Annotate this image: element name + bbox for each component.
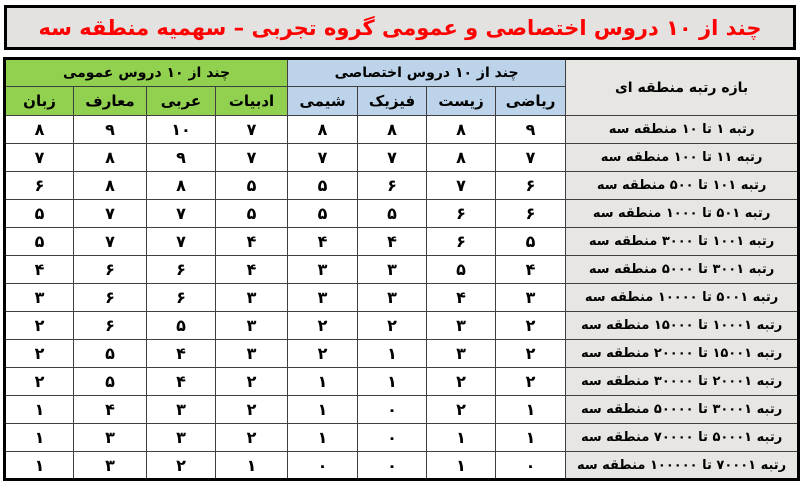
score-cell-arabic: ۶: [147, 284, 216, 312]
table-row-5: [5, 228, 799, 256]
group-header-general: چند از ۱۰ دروس عمومی: [5, 59, 288, 87]
rank-range-cell: رتبه ۱۰۱ تا ۵۰۰ منطقه سه: [566, 172, 799, 200]
score-cell-chemistry: ۲: [288, 312, 358, 340]
group-header-row: [5, 59, 799, 87]
score-cell-math: ۶: [496, 172, 566, 200]
score-cell-biology: ۲: [427, 396, 496, 424]
score-cell-chemistry: ۵: [288, 172, 358, 200]
score-cell-arabic: ۵: [147, 312, 216, 340]
score-cell-biology: ۸: [427, 116, 496, 144]
score-cell-math: ۱: [496, 396, 566, 424]
score-cell-chemistry: ۱: [288, 368, 358, 396]
score-cell-arabic: ۱۰: [147, 116, 216, 144]
score-cell-language: ۱: [5, 396, 74, 424]
score-cell-biology: ۲: [427, 368, 496, 396]
score-cell-math: ۲: [496, 312, 566, 340]
score-cell-religion: ۶: [74, 312, 147, 340]
score-cell-arabic: ۷: [147, 228, 216, 256]
title-bar: [4, 5, 796, 50]
score-cell-religion: ۳: [74, 452, 147, 480]
score-cell-biology: ۳: [427, 312, 496, 340]
score-cell-chemistry: ۴: [288, 228, 358, 256]
table-row-13: [5, 452, 799, 480]
score-cell-language: ۲: [5, 340, 74, 368]
score-cell-arabic: ۹: [147, 144, 216, 172]
score-cell-math: ۵: [496, 228, 566, 256]
table-row-6: [5, 256, 799, 284]
score-cell-chemistry: ۲: [288, 340, 358, 368]
rank-range-cell: رتبه ۳۰۰۰۱ تا ۵۰۰۰۰ منطقه سه: [566, 396, 799, 424]
rank-column-header: بازه رتبه منطقه ای: [566, 59, 799, 116]
score-cell-religion: ۷: [74, 228, 147, 256]
score-cell-literature: ۲: [216, 368, 288, 396]
rank-range-cell: رتبه ۲۰۰۰۱ تا ۳۰۰۰۰ منطقه سه: [566, 368, 799, 396]
score-cell-physics: ۸: [358, 116, 427, 144]
rank-range-cell: رتبه ۱۰۰۰۱ تا ۱۵۰۰۰ منطقه سه: [566, 312, 799, 340]
score-cell-physics: ۰: [358, 424, 427, 452]
score-cell-arabic: ۳: [147, 424, 216, 452]
table-row-1: [5, 116, 799, 144]
score-cell-physics: ۴: [358, 228, 427, 256]
table-row-7: [5, 284, 799, 312]
score-cell-religion: ۸: [74, 172, 147, 200]
score-cell-biology: ۵: [427, 256, 496, 284]
score-cell-math: ۴: [496, 256, 566, 284]
score-cell-religion: ۵: [74, 340, 147, 368]
score-cell-biology: ۱: [427, 452, 496, 480]
score-cell-physics: ۳: [358, 256, 427, 284]
score-cell-language: ۲: [5, 312, 74, 340]
score-cell-math: ۲: [496, 368, 566, 396]
score-cell-biology: ۷: [427, 172, 496, 200]
table-row-11: [5, 396, 799, 424]
score-cell-language: ۳: [5, 284, 74, 312]
rank-range-cell: رتبه ۱۱ تا ۱۰۰ منطقه سه: [566, 144, 799, 172]
score-cell-religion: ۶: [74, 256, 147, 284]
rank-range-cell: رتبه ۵۰۰۰۱ تا ۷۰۰۰۰ منطقه سه: [566, 424, 799, 452]
score-cell-physics: ۱: [358, 368, 427, 396]
score-cell-arabic: ۳: [147, 396, 216, 424]
table-row-12: [5, 424, 799, 452]
table-row-3: [5, 172, 799, 200]
score-cell-religion: ۹: [74, 116, 147, 144]
score-cell-literature: ۴: [216, 228, 288, 256]
score-cell-math: ۰: [496, 452, 566, 480]
score-cell-chemistry: ۵: [288, 200, 358, 228]
score-cell-literature: ۲: [216, 424, 288, 452]
score-cell-religion: ۴: [74, 396, 147, 424]
table-body: [5, 116, 799, 480]
score-cell-chemistry: ۱: [288, 424, 358, 452]
score-cell-literature: ۵: [216, 200, 288, 228]
score-cell-literature: ۳: [216, 340, 288, 368]
score-cell-religion: ۷: [74, 200, 147, 228]
rank-range-cell: رتبه ۱۵۰۰۱ تا ۲۰۰۰۰ منطقه سه: [566, 340, 799, 368]
score-cell-biology: ۳: [427, 340, 496, 368]
group-header-specialized: چند از ۱۰ دروس اختصاصی: [288, 59, 566, 87]
score-cell-physics: ۵: [358, 200, 427, 228]
score-cell-language: ۵: [5, 228, 74, 256]
score-cell-biology: ۶: [427, 228, 496, 256]
column-header-language: زبان: [5, 87, 74, 116]
rank-range-cell: رتبه ۵۰۱ تا ۱۰۰۰ منطقه سه: [566, 200, 799, 228]
score-cell-physics: ۶: [358, 172, 427, 200]
score-cell-language: ۶: [5, 172, 74, 200]
score-cell-physics: ۲: [358, 312, 427, 340]
score-cell-literature: ۷: [216, 116, 288, 144]
score-cell-literature: ۵: [216, 172, 288, 200]
score-cell-language: ۷: [5, 144, 74, 172]
score-cell-religion: ۶: [74, 284, 147, 312]
score-cell-chemistry: ۷: [288, 144, 358, 172]
table-row-10: [5, 368, 799, 396]
column-header-math: ریاضی: [496, 87, 566, 116]
score-cell-literature: ۱: [216, 452, 288, 480]
score-cell-arabic: ۴: [147, 368, 216, 396]
score-cell-arabic: ۶: [147, 256, 216, 284]
score-cell-chemistry: ۳: [288, 284, 358, 312]
rank-range-cell: رتبه ۱ تا ۱۰ منطقه سه: [566, 116, 799, 144]
score-cell-math: ۹: [496, 116, 566, 144]
table-row-8: [5, 312, 799, 340]
score-cell-language: ۴: [5, 256, 74, 284]
score-cell-arabic: ۸: [147, 172, 216, 200]
score-cell-literature: ۳: [216, 284, 288, 312]
score-cell-math: ۷: [496, 144, 566, 172]
column-header-arabic: عربی: [147, 87, 216, 116]
score-cell-religion: ۳: [74, 424, 147, 452]
score-cell-literature: ۳: [216, 312, 288, 340]
column-header-religion: معارف: [74, 87, 147, 116]
score-cell-physics: ۱: [358, 340, 427, 368]
table-row-2: [5, 144, 799, 172]
score-cell-math: ۳: [496, 284, 566, 312]
score-cell-physics: ۰: [358, 452, 427, 480]
score-cell-language: ۸: [5, 116, 74, 144]
score-cell-math: ۱: [496, 424, 566, 452]
score-cell-arabic: ۴: [147, 340, 216, 368]
score-cell-physics: ۳: [358, 284, 427, 312]
scores-table: [3, 57, 800, 481]
column-header-biology: زیست: [427, 87, 496, 116]
score-cell-math: ۲: [496, 340, 566, 368]
score-cell-biology: ۴: [427, 284, 496, 312]
rank-range-cell: رتبه ۷۰۰۰۱ تا ۱۰۰۰۰۰ منطقه سه: [566, 452, 799, 480]
score-cell-arabic: ۷: [147, 200, 216, 228]
score-cell-chemistry: ۰: [288, 452, 358, 480]
score-cell-math: ۶: [496, 200, 566, 228]
column-header-chemistry: شیمی: [288, 87, 358, 116]
score-cell-religion: ۵: [74, 368, 147, 396]
rank-range-cell: رتبه ۳۰۰۱ تا ۵۰۰۰ منطقه سه: [566, 256, 799, 284]
score-cell-language: ۲: [5, 368, 74, 396]
score-cell-religion: ۸: [74, 144, 147, 172]
score-cell-biology: ۶: [427, 200, 496, 228]
score-cell-biology: ۸: [427, 144, 496, 172]
table-row-9: [5, 340, 799, 368]
score-cell-chemistry: ۱: [288, 396, 358, 424]
column-header-literature: ادبیات: [216, 87, 288, 116]
score-cell-physics: ۷: [358, 144, 427, 172]
score-cell-literature: ۲: [216, 396, 288, 424]
score-cell-arabic: ۲: [147, 452, 216, 480]
score-cell-chemistry: ۸: [288, 116, 358, 144]
table-row-4: [5, 200, 799, 228]
score-cell-language: ۱: [5, 452, 74, 480]
score-cell-biology: ۱: [427, 424, 496, 452]
score-cell-literature: ۷: [216, 144, 288, 172]
column-header-physics: فیزیک: [358, 87, 427, 116]
score-cell-language: ۱: [5, 424, 74, 452]
page-title: چند از ۱۰ دروس اختصاصی و عمومی گروه تجربی – سهمیه منطقه سه: [38, 15, 762, 40]
rank-range-cell: رتبه ۵۰۰۱ تا ۱۰۰۰۰ منطقه سه: [566, 284, 799, 312]
score-cell-language: ۵: [5, 200, 74, 228]
score-cell-physics: ۰: [358, 396, 427, 424]
score-cell-literature: ۴: [216, 256, 288, 284]
rank-range-cell: رتبه ۱۰۰۱ تا ۳۰۰۰ منطقه سه: [566, 228, 799, 256]
score-cell-chemistry: ۳: [288, 256, 358, 284]
